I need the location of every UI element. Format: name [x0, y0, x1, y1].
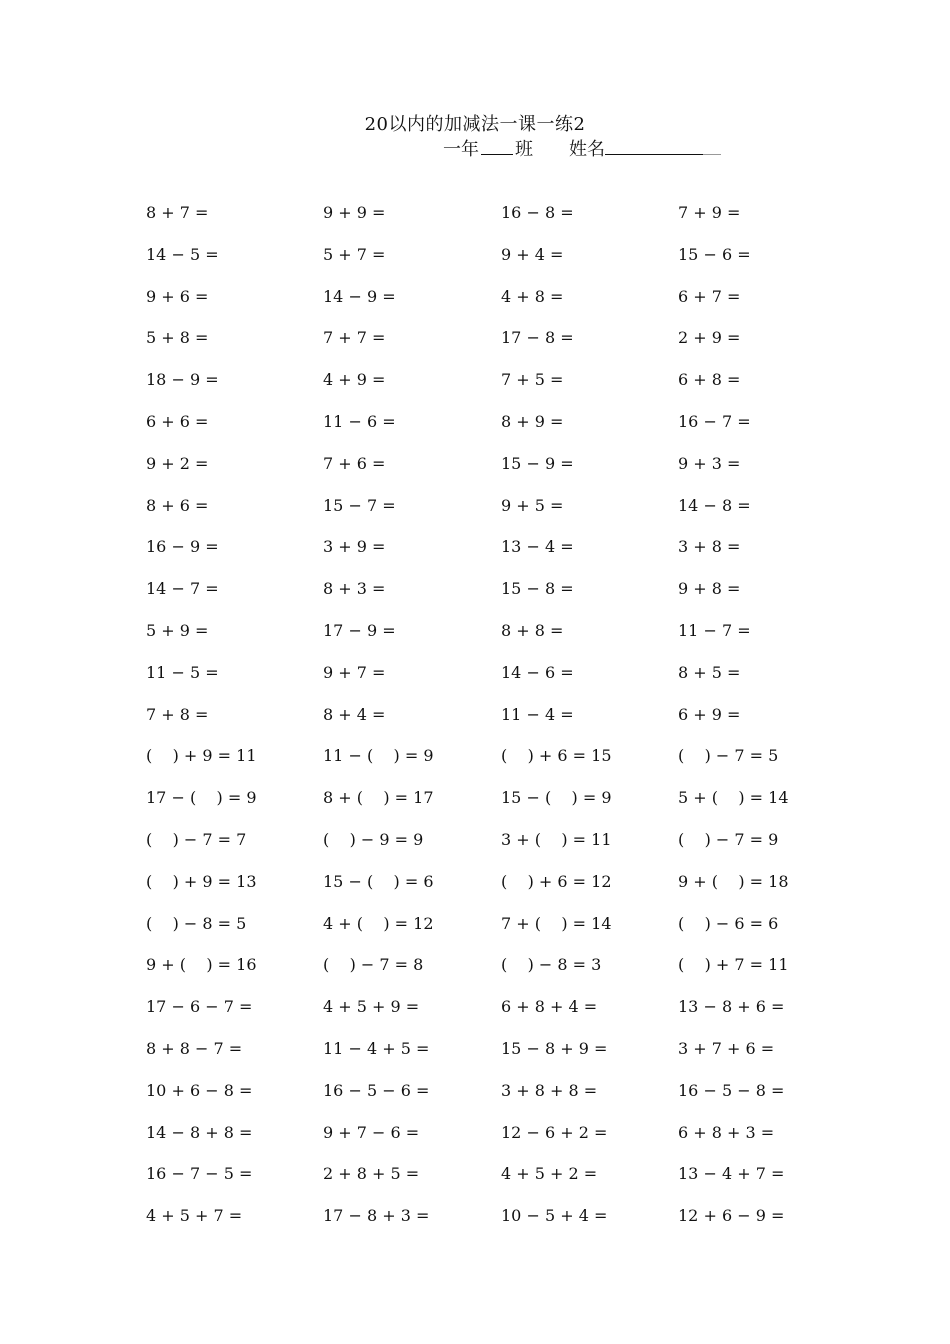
- class-number-blank[interactable]: [481, 137, 513, 155]
- math-problem: 14 − 6 =: [501, 662, 574, 682]
- math-problem: 15 − 9 =: [501, 453, 574, 473]
- math-problem: 18 − 9 =: [146, 370, 219, 390]
- math-problem: 16 − 8 =: [501, 203, 574, 222]
- math-problem: 8 + 3 =: [323, 579, 386, 599]
- math-problem: 17 − ( ) = 9: [146, 788, 257, 808]
- math-problem: ( ) + 6 = 12: [501, 871, 612, 891]
- math-problem: 13 − 4 + 7 =: [678, 1164, 785, 1184]
- math-problem: 15 − 8 + 9 =: [501, 1038, 608, 1058]
- math-problem: 16 − 9 =: [146, 537, 219, 557]
- math-problem: ( ) + 9 = 11: [146, 746, 257, 766]
- math-problem: 11 − 4 =: [501, 704, 574, 724]
- math-problem: 2 + 9 =: [678, 328, 741, 348]
- math-problem: ( ) − 8 = 3: [501, 955, 602, 975]
- math-problem: 17 − 9 =: [323, 620, 396, 640]
- math-problem: 7 + 5 =: [501, 370, 564, 390]
- math-problem: 16 − 7 − 5 =: [146, 1164, 253, 1184]
- math-problem: 17 − 8 =: [501, 328, 574, 348]
- math-problem: 11 − 6 =: [323, 411, 396, 431]
- math-problem: 7 + 6 =: [323, 453, 386, 473]
- math-problem: 6 + 7 =: [678, 286, 741, 306]
- math-problem: 9 + 5 =: [501, 495, 564, 515]
- math-problem: 4 + 9 =: [323, 370, 386, 390]
- math-problem: 8 + ( ) = 17: [323, 788, 434, 808]
- math-problem: 6 + 8 + 3 =: [678, 1122, 775, 1142]
- name-label: 姓名: [569, 139, 605, 160]
- math-problem: 3 + 9 =: [323, 537, 386, 557]
- math-problem: 15 − ( ) = 9: [501, 788, 612, 808]
- math-problem: 11 − 4 + 5 =: [323, 1038, 430, 1058]
- math-problem: 9 + ( ) = 18: [678, 871, 789, 891]
- math-problem: 4 + 5 + 2 =: [501, 1164, 598, 1184]
- math-problem: 4 + 5 + 9 =: [323, 997, 420, 1017]
- class-label: 班: [515, 139, 533, 160]
- math-problem: ( ) − 7 = 8: [323, 955, 424, 975]
- math-problem: 8 + 8 =: [501, 620, 564, 640]
- math-problem: 8 + 6 =: [146, 495, 209, 515]
- math-problem: 17 − 6 − 7 =: [146, 997, 253, 1017]
- math-problem: 11 − ( ) = 9: [323, 746, 434, 766]
- math-problem: 10 − 5 + 4 =: [501, 1206, 608, 1226]
- math-problem: 17 − 8 + 3 =: [323, 1206, 430, 1226]
- math-problem: ( ) − 7 = 7: [146, 829, 247, 849]
- math-problem: ( ) + 6 = 15: [501, 746, 612, 766]
- math-problem: 8 + 4 =: [323, 704, 386, 724]
- math-problem: 8 + 8 − 7 =: [146, 1038, 243, 1058]
- math-problem: 3 + 7 + 6 =: [678, 1038, 775, 1058]
- math-problem: 5 + 8 =: [146, 328, 209, 348]
- math-problem: 13 − 8 + 6 =: [678, 997, 785, 1017]
- math-problem: 13 − 4 =: [501, 537, 574, 557]
- math-problem: 5 + ( ) = 14: [678, 788, 789, 808]
- grade-label: 一年: [443, 139, 479, 160]
- math-problem: 6 + 6 =: [146, 411, 209, 431]
- worksheet-title: 20以内的加减法一课一练2: [364, 114, 586, 135]
- math-problem: 15 − 6 =: [678, 244, 751, 264]
- math-problem: 9 + 4 =: [501, 244, 564, 264]
- math-problem: 9 + 8 =: [678, 579, 741, 599]
- math-problem: ( ) − 7 = 9: [678, 829, 779, 849]
- math-problem: ( ) − 6 = 6: [678, 913, 779, 933]
- math-problem: 14 − 8 =: [678, 495, 751, 515]
- student-info-line: [443, 135, 721, 161]
- math-problem: ( ) + 7 = 11: [678, 955, 789, 975]
- math-problem: 6 + 8 + 4 =: [501, 997, 598, 1017]
- math-problem: ( ) + 9 = 13: [146, 871, 257, 891]
- name-blank-tail: [703, 137, 721, 155]
- math-problem: 14 − 9 =: [323, 286, 396, 306]
- math-problem: 9 + 2 =: [146, 453, 209, 473]
- math-problem: ( ) − 7 = 5: [678, 746, 779, 766]
- math-problem: 5 + 7 =: [323, 244, 386, 264]
- math-problem: 4 + ( ) = 12: [323, 913, 434, 933]
- math-problem: 7 + 8 =: [146, 704, 209, 724]
- math-problem: 14 − 5 =: [146, 244, 219, 264]
- math-problem: 9 + 9 =: [323, 203, 386, 222]
- math-problem: 9 + 7 =: [323, 662, 386, 682]
- math-problem: 7 + 7 =: [323, 328, 386, 348]
- math-problem: 16 − 5 − 6 =: [323, 1080, 430, 1100]
- math-problem: 3 + 8 =: [678, 537, 741, 557]
- math-problem: 9 + 6 =: [146, 286, 209, 306]
- math-problem: 9 + 3 =: [678, 453, 741, 473]
- math-problem: 14 − 8 + 8 =: [146, 1122, 253, 1142]
- math-problem: ( ) − 9 = 9: [323, 829, 424, 849]
- math-problem: 10 + 6 − 8 =: [146, 1080, 253, 1100]
- math-problem: 8 + 9 =: [501, 411, 564, 431]
- math-problem: 12 − 6 + 2 =: [501, 1122, 608, 1142]
- math-problem: 16 − 5 − 8 =: [678, 1080, 785, 1100]
- problem-grid: [146, 202, 866, 1247]
- math-problem: 7 + ( ) = 14: [501, 913, 612, 933]
- math-problem: 15 − 7 =: [323, 495, 396, 515]
- math-problem: 12 + 6 − 9 =: [678, 1206, 785, 1226]
- math-problem: 11 − 7 =: [678, 620, 751, 640]
- math-problem: 7 + 9 =: [678, 203, 741, 222]
- math-problem: 11 − 5 =: [146, 662, 219, 682]
- math-problem: 15 − 8 =: [501, 579, 574, 599]
- math-problem: 9 + ( ) = 16: [146, 955, 257, 975]
- math-problem: 4 + 5 + 7 =: [146, 1206, 243, 1226]
- math-problem: 15 − ( ) = 6: [323, 871, 434, 891]
- math-problem: 6 + 8 =: [678, 370, 741, 390]
- math-problem: 8 + 5 =: [678, 662, 741, 682]
- math-problem: 2 + 8 + 5 =: [323, 1164, 420, 1184]
- math-problem: 3 + ( ) = 11: [501, 829, 612, 849]
- math-problem: 3 + 8 + 8 =: [501, 1080, 598, 1100]
- math-problem: 8 + 7 =: [146, 203, 209, 222]
- name-blank[interactable]: [605, 137, 703, 155]
- math-problem: 4 + 8 =: [501, 286, 564, 306]
- math-problem: 16 − 7 =: [678, 411, 751, 431]
- math-problem: 14 − 7 =: [146, 579, 219, 599]
- math-problem: 9 + 7 − 6 =: [323, 1122, 420, 1142]
- math-problem: ( ) − 8 = 5: [146, 913, 247, 933]
- math-problem: 6 + 9 =: [678, 704, 741, 724]
- math-problem: 5 + 9 =: [146, 620, 209, 640]
